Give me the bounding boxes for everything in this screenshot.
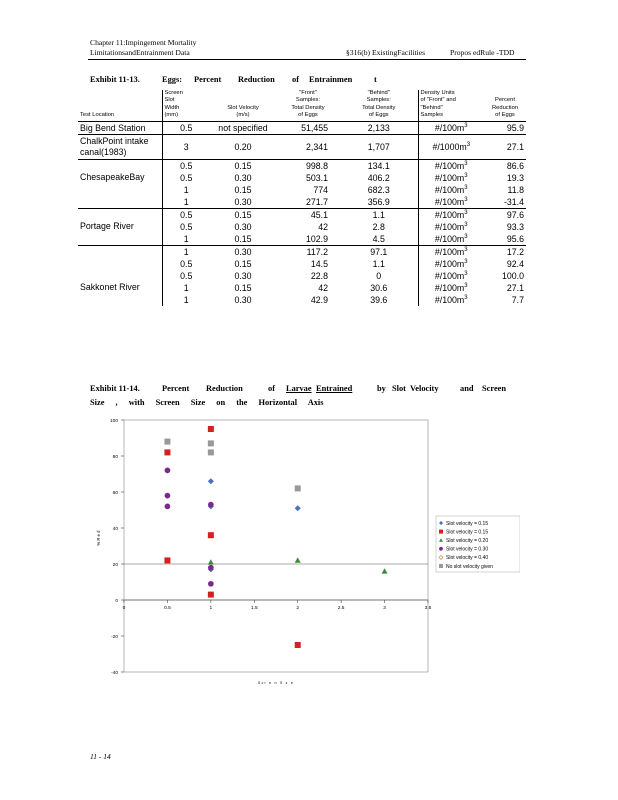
cell-velocity: 0.30 <box>234 270 252 281</box>
cell-front: 45.1 <box>310 209 328 220</box>
y-tick-label: 0 <box>115 599 118 604</box>
cell-width: 1 <box>162 294 210 306</box>
cell-percent: 92.4 <box>506 258 524 269</box>
cell-front: 51,455 <box>301 122 328 133</box>
exhibit-14-number: Exhibit 11-14. <box>90 384 140 393</box>
cell-location <box>78 196 162 209</box>
cell-width: 0.5 <box>162 258 210 270</box>
cell-percent: 27.1 <box>506 141 524 152</box>
exhibit-14-word: and <box>460 384 474 393</box>
cell-behind: 356.9 <box>367 196 390 207</box>
exhibit-13-word: of <box>292 75 299 84</box>
cell-behind: 406.2 <box>367 172 390 183</box>
legend-marker <box>439 530 443 534</box>
cell-velocity: 0.30 <box>234 294 252 305</box>
table-row <box>78 172 526 184</box>
cell-percent: 97.6 <box>506 209 524 220</box>
cell-width: 0.5 <box>162 159 210 172</box>
legend-label: No slot velocity given <box>446 563 493 570</box>
cell-front: 117.2 <box>306 246 328 257</box>
data-point <box>208 449 214 455</box>
cell-velocity: 0.15 <box>234 160 252 171</box>
cell-width: 1 <box>162 282 210 294</box>
header-location: Test Location <box>80 112 115 119</box>
legend-marker <box>439 547 443 551</box>
cell-unit: $\#/100m^3$ <box>418 270 484 282</box>
table-row <box>78 270 526 282</box>
cell-location <box>78 233 162 246</box>
data-point <box>208 581 214 587</box>
cell-front: 2,341 <box>305 141 328 152</box>
exhibit-13-word: Entrainmen <box>309 75 353 84</box>
legend-label: Slot velocity = 0.30 <box>446 546 489 553</box>
cell-unit: $\#/100m^3$ <box>418 221 484 233</box>
cell-unit: $\#/100m^3$ <box>418 245 484 258</box>
cell-velocity: not specified <box>218 122 268 133</box>
cell-unit: $\#/100m^3$ <box>418 159 484 172</box>
cell-unit: $\#/100m^3$ <box>418 172 484 184</box>
table-row <box>78 233 526 246</box>
data-point <box>208 592 214 598</box>
cell-front: 42 <box>318 282 328 293</box>
cell-location <box>78 245 162 258</box>
cell-velocity: 0.30 <box>234 172 252 183</box>
cell-behind: 682.3 <box>367 184 390 195</box>
cell-unit: $\#/100m^3$ <box>418 208 484 221</box>
data-point <box>208 565 214 571</box>
exhibit-14-title <box>90 384 520 414</box>
y-tick-label: 100 <box>109 419 118 424</box>
header-behind: "Behind" Samples: Total Density of Eggs <box>362 90 396 119</box>
cell-front: 22.8 <box>310 270 328 281</box>
cell-percent: 100.0 <box>501 270 524 281</box>
header-units: Density Units of "Front" and "Behind" Samples <box>418 90 484 121</box>
cell-velocity: 0.30 <box>234 196 252 207</box>
cell-behind: 97.1 <box>370 246 388 257</box>
x-tick-label: 0.5 <box>164 606 171 611</box>
cell-location: Portage River <box>80 220 134 231</box>
cell-location <box>78 294 162 306</box>
cell-percent: 7.7 <box>511 294 524 305</box>
exhibit-14-word: Entrained <box>316 384 353 393</box>
table-row <box>78 208 526 221</box>
cell-front: 42.9 <box>310 294 328 305</box>
exhibit-13-word: t <box>374 75 377 84</box>
exhibit-14-word: Reduction <box>206 384 243 393</box>
header-front: "Front" Samples: Total Density of Eggs <box>291 90 325 119</box>
data-point <box>208 532 214 538</box>
table-header-row <box>78 90 526 121</box>
exhibit-13-word: Eggs: <box>162 75 183 84</box>
cell-location <box>78 208 162 221</box>
cell-unit: $\#/100m^3$ <box>418 121 484 134</box>
egg-entrainment-table <box>78 90 526 306</box>
table-row <box>78 159 526 172</box>
cell-width: 1 <box>162 245 210 258</box>
header-screen-width: Screen Slot Width (mm) <box>162 90 210 121</box>
cell-behind: 0 <box>376 270 382 281</box>
legend-label: Slot velocity = 0.15 <box>446 520 489 527</box>
cell-width: 0.5 <box>162 270 210 282</box>
exhibit-13-number: Exhibit 11-13. <box>90 75 140 84</box>
cell-percent: 95.9 <box>506 122 524 133</box>
cell-percent: 19.3 <box>506 172 524 183</box>
table-row <box>78 294 526 306</box>
cell-width: 0.5 <box>162 208 210 221</box>
header-velocity: Slot Velocity (m/s) <box>227 104 259 119</box>
legend-marker <box>439 564 443 568</box>
cell-unit: $\#/100m^3$ <box>418 184 484 196</box>
exhibit-14-word: Slot <box>392 384 406 393</box>
cell-width: 0.5 <box>162 221 210 233</box>
cell-behind: 4.5 <box>372 233 385 244</box>
exhibit-13-word: Percent <box>194 75 222 84</box>
cell-behind: 134.1 <box>367 160 390 171</box>
table-row <box>78 134 526 159</box>
cell-velocity: 0.15 <box>234 258 252 269</box>
y-tick-label: -40 <box>111 671 118 676</box>
cell-front: 14.5 <box>310 258 328 269</box>
cell-velocity: 0.15 <box>234 282 252 293</box>
cell-velocity: 0.20 <box>234 141 252 152</box>
cell-width: 3 <box>162 134 210 159</box>
y-tick-label: 20 <box>112 563 118 568</box>
y-axis-label: % R e d <box>96 530 101 546</box>
table-row <box>78 258 526 270</box>
cell-location <box>78 258 162 270</box>
exhibit-14-word: Screen <box>482 384 507 393</box>
legend-label: Slot velocity = 0.15 <box>446 529 489 536</box>
y-tick-label: 80 <box>112 455 118 460</box>
legend-label: Slot velocity = 0.40 <box>446 555 489 562</box>
cell-percent: 93.3 <box>506 221 524 232</box>
table-row <box>78 221 526 233</box>
cell-unit: $\#/1000m^3$ <box>418 134 484 159</box>
cell-front: 102.9 <box>305 233 328 244</box>
exhibit-14-word: Percent <box>162 384 190 393</box>
cell-percent: 17.2 <box>506 246 524 257</box>
cell-velocity: 0.30 <box>234 246 252 257</box>
header-rule <box>88 59 526 60</box>
cell-front: 774 <box>313 184 328 195</box>
x-axis-label: Scr e n S z e <box>257 681 295 685</box>
cell-velocity: 0.15 <box>234 184 252 195</box>
data-point <box>165 493 171 499</box>
data-point <box>164 449 170 455</box>
x-tick-label: 1 <box>209 606 213 611</box>
cell-location <box>78 159 162 172</box>
x-tick-label: 2 <box>296 606 300 611</box>
cell-front: 42 <box>318 221 328 232</box>
larvae-reduction-chart <box>80 414 520 694</box>
cell-width: 0.5 <box>162 172 210 184</box>
data-point <box>164 557 170 563</box>
y-tick-label: 40 <box>112 527 118 532</box>
exhibit-14-word: by <box>377 384 386 393</box>
cell-width: 1 <box>162 196 210 209</box>
cell-location: Big Bend Station <box>80 122 146 133</box>
cell-percent: 11.8 <box>507 184 524 195</box>
data-point <box>295 485 301 491</box>
table-row <box>78 282 526 294</box>
x-tick-label: 2.5 <box>337 606 345 611</box>
cell-percent: 27.1 <box>506 282 524 293</box>
chapter-subtitle: LimitationsandEntrainment Data <box>90 48 190 57</box>
data-point <box>164 439 170 445</box>
page-number: 11 - 14 <box>90 752 111 761</box>
exhibit-13-word: Reduction <box>238 75 275 84</box>
x-tick-label: 0 <box>122 606 126 611</box>
cell-behind: 2.8 <box>372 221 385 232</box>
cell-front: 503.1 <box>305 172 328 183</box>
cell-behind: 1.1 <box>372 258 385 269</box>
cell-width: 1 <box>162 233 210 246</box>
x-tick-label: 3 <box>383 606 386 611</box>
cell-width: 1 <box>162 184 210 196</box>
data-point <box>295 642 301 648</box>
cell-velocity: 0.15 <box>234 209 252 220</box>
data-point <box>208 440 214 446</box>
cell-percent: -31.4 <box>503 196 524 207</box>
exhibit-14-line2: Size , with Screen Size on the Horizontal Axis <box>90 398 324 407</box>
cell-unit: $\#/100m^3$ <box>418 233 484 246</box>
cell-location: ChalkPoint intake canal(1983) <box>80 135 149 157</box>
table-row <box>78 245 526 258</box>
table-row <box>78 184 526 196</box>
cell-behind: 1.1 <box>372 209 385 220</box>
cell-velocity: 0.15 <box>234 233 252 244</box>
data-point <box>165 504 171 510</box>
cell-unit: $\#/100m^3$ <box>418 258 484 270</box>
cell-unit: $\#/100m^3$ <box>418 196 484 209</box>
exhibit-14-word: Larvae <box>286 384 312 393</box>
cell-location: ChesapeakeBay <box>80 171 145 182</box>
cell-behind: 1,707 <box>367 141 390 152</box>
data-point <box>208 502 214 508</box>
chapter-title: Chapter 11:Impingement Mortality <box>90 38 197 47</box>
x-tick-label: 3.5 <box>424 606 432 611</box>
rule-label: Propos edRule -TDD <box>450 48 515 57</box>
cell-location: Sakkonet River <box>80 281 140 292</box>
header-percent: Percent Reduction of Eggs <box>491 97 519 119</box>
y-tick-label: 60 <box>112 491 118 496</box>
table-row <box>78 196 526 209</box>
x-tick-label: 1.5 <box>250 606 258 611</box>
data-point <box>208 426 214 432</box>
legend-label: Slot velocity = 0.20 <box>446 538 489 544</box>
cell-unit: $\#/100m^3$ <box>418 294 484 306</box>
cell-front: 271.7 <box>305 196 328 207</box>
cell-location <box>78 184 162 196</box>
cell-percent: 95.6 <box>506 233 524 244</box>
cell-location <box>78 270 162 282</box>
cell-behind: 39.6 <box>370 294 388 305</box>
section-label: §316(b) ExistingFacilities <box>346 48 426 57</box>
cell-unit: $\#/100m^3$ <box>418 282 484 294</box>
plot-area <box>124 420 428 672</box>
data-point <box>165 468 171 474</box>
cell-width: 0.5 <box>162 121 210 134</box>
table-row <box>78 121 526 134</box>
cell-velocity: 0.30 <box>234 221 252 232</box>
cell-percent: 86.6 <box>506 160 524 171</box>
cell-front: 998.8 <box>305 160 328 171</box>
exhibit-14-word: of <box>268 384 275 393</box>
exhibit-14-word: Velocity <box>410 384 439 393</box>
y-tick-label: -20 <box>111 635 118 640</box>
cell-behind: 30.6 <box>370 282 388 293</box>
cell-behind: 2,133 <box>367 122 390 133</box>
